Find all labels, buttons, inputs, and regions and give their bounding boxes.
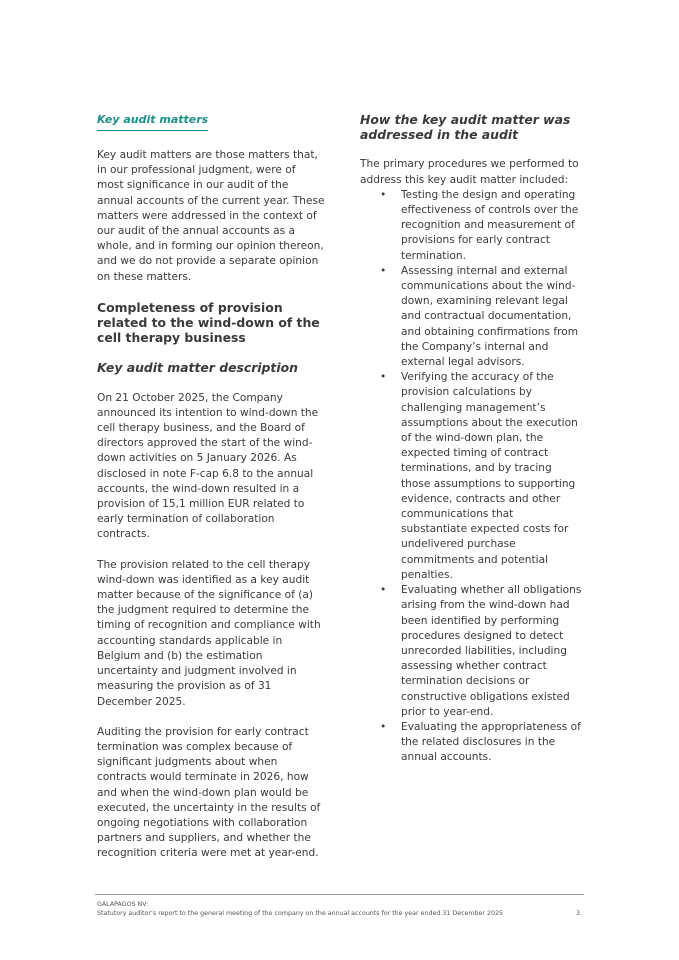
kam-intro-paragraph: Key audit matters are those matters that, in our professional judgment, were of most significance in our audit of the annual accounts of the current year. These matters were addressed in the context of our audit of the annual accounts as a whole, and in forming our opinion thereon, and we do not provide a separate opinion on these matters. — [97, 149, 325, 283]
how-addressed-heading: How the key audit matter was addressed in the audit — [360, 112, 571, 143]
procedures-list — [360, 188, 582, 766]
procedures-intro: The primary procedures we performed to address this key audit matter included: — [360, 158, 579, 186]
description-paragraph-1: On 21 October 2025, the Company announced its intention to wind-down the cell therapy business, and the Board of directors approved the start of the wind-down activities on 5 January 2026. As disclosed in note F-cap 6.8 to the annual accounts, the wind-down resulted in a provision of 15,1 million EUR related to early termination of collaboration contracts. — [97, 391, 319, 541]
footer-divider — [95, 894, 584, 895]
description-paragraph-2: The provision related to the cell therapy wind-down was identified as a key audit matter because of the significance of (a) the judgment required to determine the timing of recognition and compliance with accounting standards applicable in Belgium and (b) the estimation uncertainty and judgment involved in measuring the provision as of 31 December 2025. — [97, 558, 321, 708]
description-paragraph-3: Auditing the provision for early contract termination was complex because of significant judgments about when contracts would terminate in 2026, how and when the wind-down plan would be executed, the uncertainty in the results of ongoing negotiations with collaboration partners and suppliers, and whether the recognition criteria were met at year-end. — [97, 725, 321, 860]
right-column — [360, 112, 582, 766]
key-audit-matters-heading: Key audit matters — [97, 112, 208, 131]
footer-company: GALAPAGOS NV: — [97, 901, 149, 908]
matter-title: Completeness of provision related to the wind-down of the cell therapy business — [97, 299, 320, 346]
description-heading: Key audit matter description — [97, 360, 298, 376]
procedure-item: • Evaluating the appropriateness of the related disclosures in the annual accounts. — [401, 720, 582, 766]
procedure-item: • Verifying the accuracy of the provision calculations by challenging management’s assumptions about the execution of the wind-down plan, the expected timing of contract terminations, and by tracing those assumptions to supporting evidence, contracts and other communications that substantiate expected costs for undelivered purchase commitments and potential penalties. — [401, 370, 582, 583]
procedure-item: • Evaluating whether all obligations arising from the wind-down had been identified by performing procedures designed to detect unrecorded liabilities, including assessing whether contract termination decisions or constructive obligations existed prior to year-end. — [401, 583, 582, 720]
procedure-item: • Assessing internal and external communications about the wind-down, examining relevant legal and contractual documentation, and obtaining confirmations from the Company’s internal and external legal advisors. — [401, 264, 582, 370]
footer-report-title: Statutory auditor’s report to the general meeting of the company on the annual accounts for the year ended 31 December 2025 — [97, 910, 504, 917]
left-column — [97, 112, 325, 862]
page-number: 3. — [576, 910, 583, 917]
procedure-item: • Testing the design and operating effectiveness of controls over the recognition and measurement of provisions for early contract termination. — [401, 188, 582, 264]
